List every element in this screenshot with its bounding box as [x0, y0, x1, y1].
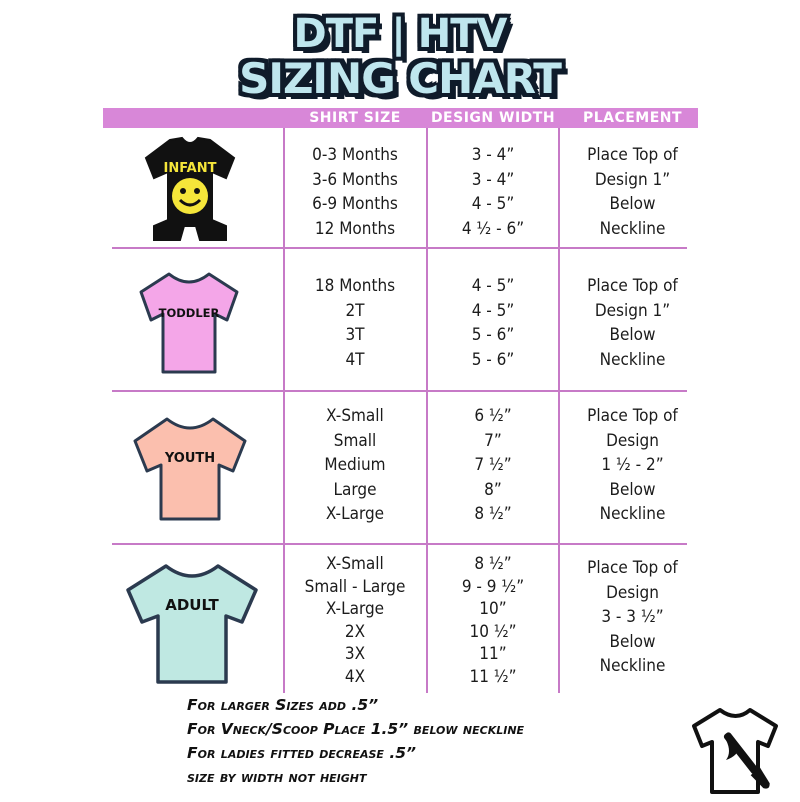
- placement-line: 3 - 3 ½”: [601, 607, 664, 627]
- header-placement: PLACEMENT: [582, 110, 683, 126]
- placement-line: Place Top of: [587, 276, 678, 296]
- toddler-shirt-icon: [133, 268, 245, 378]
- table-header: [103, 108, 698, 128]
- size-cell: Large: [333, 479, 377, 500]
- width-cell: 6 ½”: [474, 406, 512, 426]
- row-divider: [112, 543, 687, 545]
- width-cell: 4 - 5”: [471, 276, 515, 296]
- width-cell: 4 - 5”: [471, 300, 515, 321]
- infant-placement: [560, 143, 705, 241]
- size-cell: 6-9 Months: [312, 194, 398, 214]
- infant-widths: [428, 143, 558, 241]
- placement-line: Place Top of: [587, 406, 678, 426]
- adult-placement: [560, 556, 705, 679]
- toddler-placement: [560, 274, 705, 372]
- note-line: For larger Sizes add .5”: [187, 696, 379, 714]
- header-design-width: DESIGN WIDTH: [430, 110, 556, 126]
- width-cell: 8”: [484, 479, 502, 500]
- infant-label: INFANT: [163, 161, 217, 176]
- toddler-widths: [428, 274, 558, 372]
- placement-line: Neckline: [599, 504, 666, 524]
- width-cell: 4 - 5”: [471, 194, 515, 214]
- placement-line: Neckline: [599, 349, 666, 370]
- width-cell: 7”: [484, 430, 502, 451]
- youth-widths: [428, 404, 558, 527]
- size-cell: X-Small: [326, 406, 384, 426]
- title-line-2: SIZING CHART: [239, 54, 561, 103]
- placement-line: Place Top of: [587, 145, 678, 165]
- width-cell: 5 - 6”: [471, 349, 515, 370]
- placement-line: Place Top of: [587, 558, 678, 578]
- adult-label: ADULT: [165, 596, 219, 614]
- width-cell: 11”: [479, 644, 507, 664]
- youth-shirt-icon: [127, 413, 253, 525]
- width-cell: 4 ½ - 6”: [461, 218, 525, 239]
- title-line-1: DTF | HTV: [293, 11, 507, 57]
- size-cell: 3X: [344, 644, 366, 664]
- width-cell: 8 ½”: [474, 504, 512, 524]
- youth-label: YOUTH: [164, 451, 216, 466]
- width-cell: 10 ½”: [469, 621, 517, 642]
- shirt-paintbrush-icon: [690, 700, 790, 802]
- placement-line: Design 1”: [594, 300, 671, 321]
- row-divider: [112, 247, 687, 249]
- placement-line: 1 ½ - 2”: [601, 455, 664, 475]
- header-shirt-size: SHIRT SIZE: [309, 110, 401, 126]
- chart-title: [0, 11, 800, 103]
- width-cell: 5 - 6”: [471, 325, 515, 345]
- size-cell: 2X: [344, 621, 366, 642]
- width-cell: 3 - 4”: [471, 145, 515, 165]
- placement-line: Below: [609, 479, 656, 500]
- width-cell: 11 ½”: [469, 666, 517, 687]
- infant-sizes: [285, 143, 425, 241]
- placement-line: Neckline: [599, 656, 666, 676]
- size-cell: 4T: [345, 349, 365, 370]
- placement-line: Design 1”: [594, 169, 671, 190]
- infant-onesie-icon: [140, 134, 240, 242]
- size-cell: 0-3 Months: [312, 145, 398, 165]
- adult-shirt-icon: [120, 560, 264, 688]
- toddler-label: TODDLER: [158, 306, 220, 320]
- adult-widths: [428, 553, 558, 688]
- placement-line: Below: [609, 631, 656, 652]
- width-cell: 7 ½”: [474, 455, 512, 475]
- size-cell: 4X: [344, 666, 366, 687]
- width-cell: 3 - 4”: [471, 169, 515, 190]
- size-cell: Medium: [324, 455, 386, 475]
- note-line: For Vneck/Scoop Place 1.5” below neckline: [187, 720, 525, 738]
- width-cell: 8 ½”: [474, 554, 512, 574]
- size-cell: X-Large: [325, 504, 385, 524]
- size-cell: X-Large: [325, 599, 385, 619]
- placement-line: Below: [609, 325, 656, 345]
- sizing-notes: [187, 693, 524, 789]
- size-cell: 2T: [345, 300, 365, 321]
- adult-sizes: [285, 553, 425, 688]
- placement-line: Design: [606, 582, 659, 603]
- size-cell: 3T: [345, 325, 365, 345]
- size-cell: 3-6 Months: [312, 169, 398, 190]
- size-cell: 18 Months: [314, 276, 396, 296]
- placement-line: Design: [606, 430, 659, 451]
- size-cell: Small - Large: [304, 576, 406, 597]
- youth-sizes: [285, 404, 425, 527]
- youth-placement: [560, 404, 705, 527]
- width-cell: 9 - 9 ½”: [461, 576, 525, 597]
- toddler-sizes: [285, 274, 425, 372]
- size-cell: X-Small: [326, 554, 384, 574]
- size-cell: 12 Months: [314, 218, 396, 239]
- placement-line: Neckline: [599, 218, 666, 239]
- note-line: size by width not height: [187, 768, 367, 786]
- width-cell: 10”: [479, 599, 507, 619]
- row-divider: [112, 390, 687, 392]
- note-line: For ladies fitted decrease .5”: [187, 744, 416, 762]
- placement-line: Below: [609, 194, 656, 214]
- size-cell: Small: [333, 430, 377, 451]
